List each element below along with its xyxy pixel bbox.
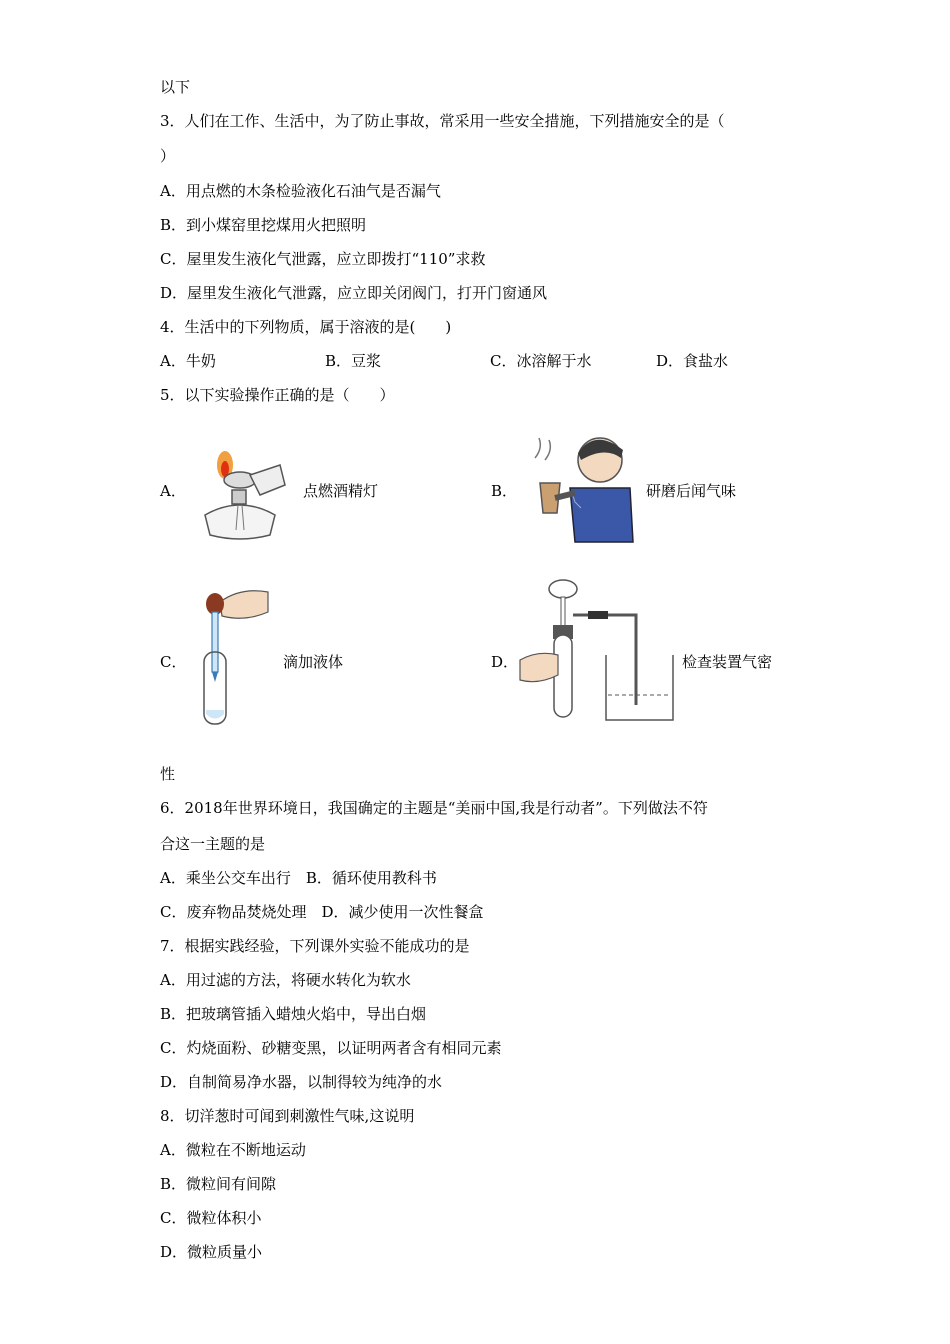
q7-option-d: D．自制简易净水器，以制得较为纯净的水 xyxy=(160,1073,443,1091)
q7-option-a: A．用过滤的方法，将硬水转化为软水 xyxy=(160,971,411,989)
q4-option-c: C．冰溶解于水 xyxy=(490,352,592,370)
q3-option-c: C．屋里发生液化气泄露，应立即拨打“110”求救 xyxy=(160,250,486,268)
funnel-icon xyxy=(549,580,577,598)
q3-option-b: B．到小煤窑里挖煤用火把照明 xyxy=(160,216,367,234)
q5-option-d-caption: 检查装置气密 xyxy=(682,653,773,671)
q6-options-cd: C．废弃物品焚烧处理 D．减少使用一次性餐盒 xyxy=(160,903,484,921)
q6-stem: 6．2018年世界环境日，我国确定的主题是“美丽中国,我是行动者”。下列做法不符 xyxy=(160,799,708,817)
beaker-icon xyxy=(606,655,673,720)
q8-stem: 8．切洋葱时可闻到刺激性气味,这说明 xyxy=(160,1107,415,1125)
q8-option-b: B．微粒间有间隙 xyxy=(160,1175,277,1193)
q3-stem-close: ） xyxy=(160,147,176,165)
q5-option-a-label: A． xyxy=(160,482,186,500)
smelling-figure xyxy=(515,428,635,544)
q3-option-d: D．屋里发生液化气泄露，应立即关闭阀门，打开门窗通风 xyxy=(160,284,548,302)
q5-stem: 5．以下实验操作正确的是（ ） xyxy=(160,386,395,404)
q5-option-c-label: C． xyxy=(160,653,187,671)
dropping-liquid-figure xyxy=(190,582,270,727)
q4-option-d: D．食盐水 xyxy=(656,352,729,370)
q3-option-a: A．用点燃的木条检验液化石油气是否漏气 xyxy=(160,182,441,200)
q5-option-d-label: D． xyxy=(491,653,519,671)
q4-option-a: A．牛奶 xyxy=(160,352,216,370)
q8-option-a: A．微粒在不断地运动 xyxy=(160,1141,306,1159)
q6-stem-cont: 合这一主题的是 xyxy=(160,835,266,853)
q7-stem: 7．根据实践经验，下列课外实验不能成功的是 xyxy=(160,937,470,955)
q8-option-c: C．微粒体积小 xyxy=(160,1209,262,1227)
q8-option-d: D．微粒质量小 xyxy=(160,1243,263,1261)
q5-option-b-caption: 研磨后闻气味 xyxy=(646,482,737,500)
q4-option-b: B．豆浆 xyxy=(325,352,382,370)
q5-option-a-caption: 点燃酒精灯 xyxy=(303,482,379,500)
q7-option-b: B．把玻璃管插入蜡烛火焰中，导出白烟 xyxy=(160,1005,427,1023)
q7-option-c: C．灼烧面粉、砂糖变黑，以证明两者含有相同元素 xyxy=(160,1039,502,1057)
q3-stem: 3．人们在工作、生活中，为了防止事故，常采用一些安全措施，下列措施安全的是（ xyxy=(160,112,725,130)
q5-option-d-caption-tail: 性 xyxy=(160,765,176,783)
q4-stem: 4．生活中的下列物质，属于溶液的是( ) xyxy=(160,318,452,336)
q5-option-b-label: B． xyxy=(491,482,518,500)
previous-question-tail: 以下 xyxy=(160,78,191,96)
q6-options-ab: A．乘坐公交车出行 B．循环使用教科书 xyxy=(160,869,437,887)
airtightness-check-figure xyxy=(518,575,678,725)
q5-option-c-caption: 滴加液体 xyxy=(283,653,344,671)
alcohol-lamp-lighting-figure xyxy=(190,435,300,545)
